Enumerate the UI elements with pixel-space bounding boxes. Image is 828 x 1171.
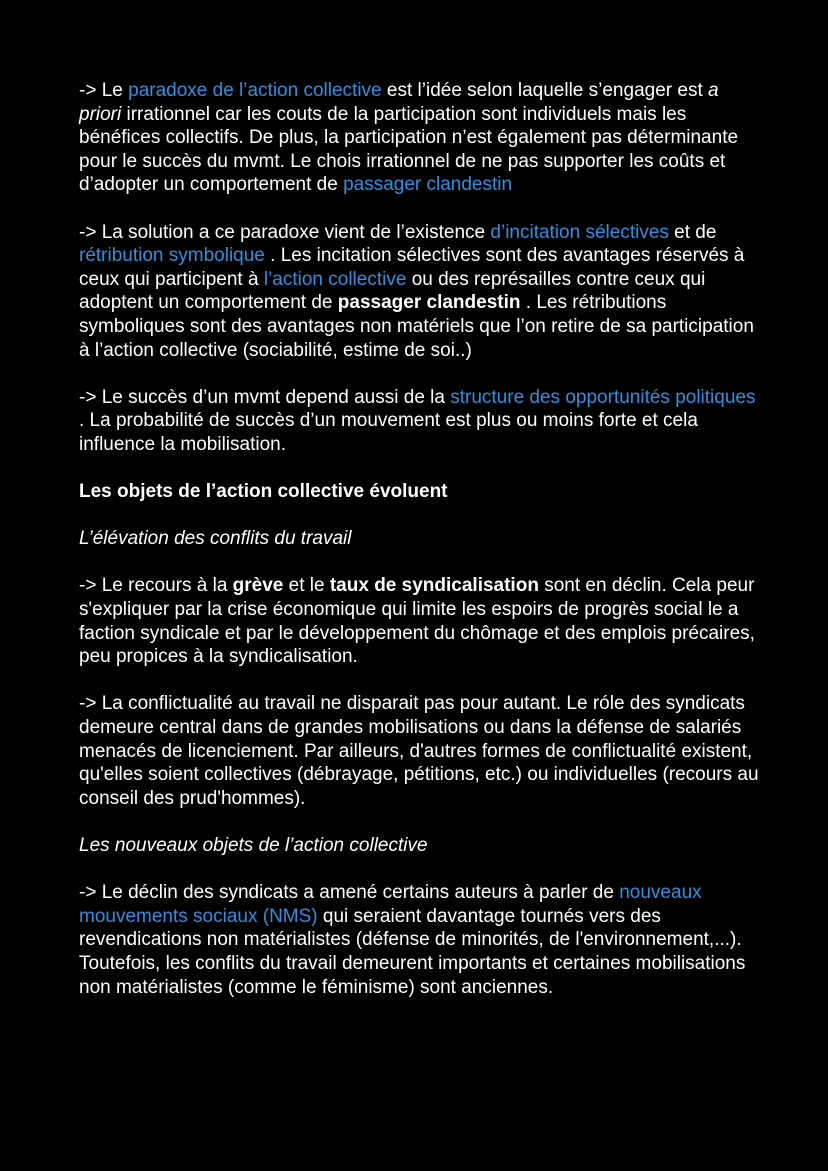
paragraph-nms <box>79 881 759 999</box>
highlighted-term: passager clandestin <box>343 174 513 196</box>
paragraph-text: . La probabilité de succès d’un mouvement est plus ou moins forte et cela influence la mobilisation. <box>79 410 698 455</box>
paragraph-text: -> Le succès d’un mvmt depend aussi de la <box>79 386 451 408</box>
highlighted-term: structure des opportunités politiques <box>450 386 756 408</box>
paragraph-text: et le <box>283 575 330 597</box>
highlighted-term: nouveaux mouvements sociaux (NMS) <box>79 882 702 927</box>
paragraph-text: -> Le recours à la <box>79 575 233 597</box>
paragraph-text: et de <box>668 221 717 243</box>
paragraph-text: . Les rétributions symboliques sont des avantages non matériels que l’on retire de sa participation à l’action collective (sociabilité, estime de soi..) <box>79 292 754 361</box>
paragraph-text: irrationnel car les couts de la participation sont individuels mais les bénéfices collectifs. De plus, la participation n’est également pas déterminante pour le succès du mvmt. Le chois irrationnel de ne pas supporter les coûts et d’adopter un comportement de <box>79 103 739 196</box>
highlighted-term: l’action collective <box>263 268 407 290</box>
paragraph-text: -> La conflictualité au travail ne disparait pas pour autant. Le róle des syndicats demeure central dans de grandes mobilisations ou dans la défense de salariés menacés de licenciement. Par ailleurs, d'autres formes de conflictualité existent, qu'elles soient collectives (débrayage, pétitions, etc.) ou individuelles (recours au conseil des prud'hommes). <box>79 693 759 809</box>
highlighted-term: d’incitation sélectives <box>490 221 669 243</box>
paragraph-text: est l’idée selon laquelle s’engager est <box>381 80 709 101</box>
paragraph-text: -> Le déclin des syndicats a amené certains auteurs à parler de <box>79 882 620 904</box>
paragraph-text: -> La solution a ce paradoxe vient de l’existence <box>79 221 491 243</box>
subsection-heading-work-conflicts: L’élévation des conflits du travail <box>79 528 352 550</box>
paragraph-paradox <box>79 79 759 197</box>
bold-term: grève <box>232 575 284 597</box>
paragraph-text: qui seraient davantage tournés vers des revendications non matérialistes (défense de minorités, de l'environnement,...). Toutefois, les conflits du travail demeurent importants et certaines mobilisations non matérialistes (comme le féminisme) sont anciennes. <box>79 905 746 998</box>
document-page <box>79 79 759 1023</box>
paragraph-strike-decline <box>79 574 759 668</box>
paragraph-conflictuality <box>79 692 759 810</box>
paragraph-opportunities <box>79 386 759 457</box>
paragraph-text: . Les incitation sélectives sont des avantages réservés à ceux qui participent à <box>79 245 745 290</box>
paragraph-solution <box>79 221 759 363</box>
subsection-heading-new-objects: Les nouveaux objets de l’action collective <box>79 835 428 856</box>
section-heading: Les objets de l’action collective évoluent <box>79 481 448 503</box>
italic-term: a priori <box>79 80 719 125</box>
highlighted-term: rétribution symbolique <box>79 245 265 267</box>
paragraph-text: sont en déclin. Cela peur s'expliquer par la crise économique qui limite les espoirs de progrès social le a faction syndicale et par le développement du chômage et des emplois précaires, peu propices à la syndicalisation. <box>79 575 755 668</box>
bold-term: passager clandestin <box>337 292 521 314</box>
paragraph-text: -> Le <box>79 80 129 101</box>
bold-term: taux de syndicalisation <box>329 575 539 597</box>
highlighted-term: paradoxe de l’action collective <box>128 80 382 101</box>
paragraph-text: ou des représailles contre ceux qui adoptent un comportement de <box>79 268 706 314</box>
